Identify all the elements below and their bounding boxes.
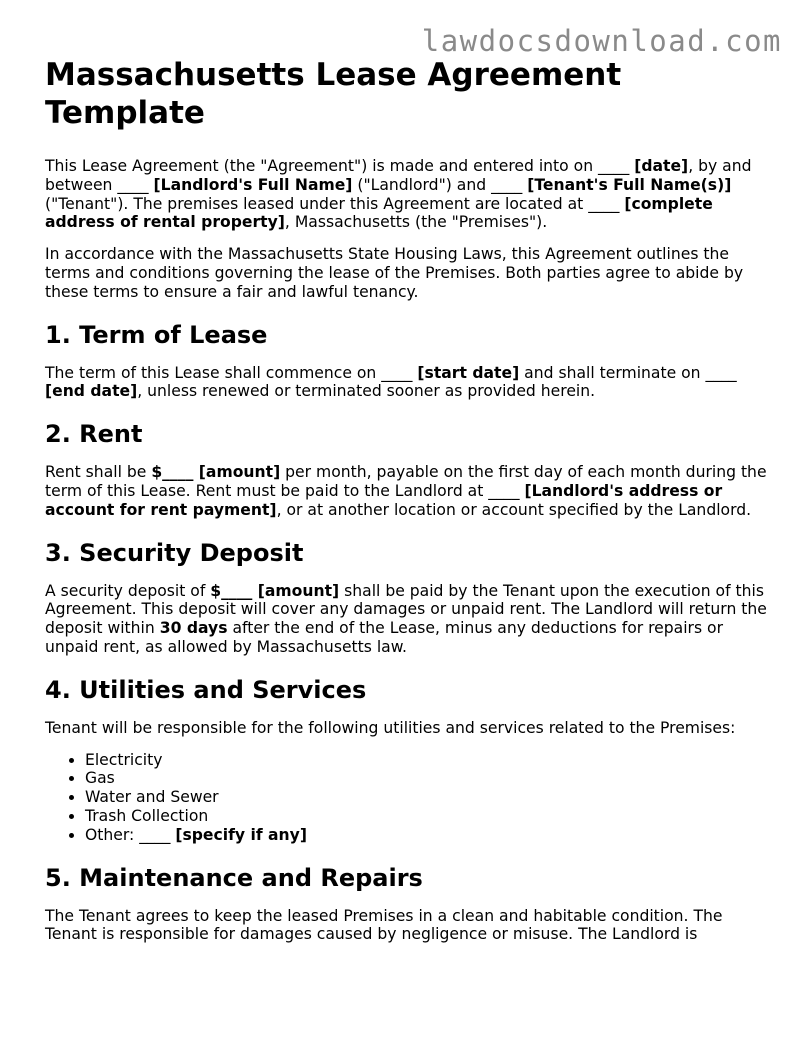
intro-paragraph: This Lease Agreement (the "Agreement") is made and entered into on ____ [date], by and between ____ [Landlord's Full Name] ("Landlord") and ____ [Tenant's Full Name(s)] ("Tenant"). The premises leased under this Agreement are located at ____ [complete address of rental property], Massachusetts (the "Premises"). (45, 157, 752, 232)
purpose-paragraph: In accordance with the Massachusetts State Housing Laws, this Agreement outlines the terms and conditions governing the lease of the Premises. Both parties agree to abide by these terms to ensure a fair and lawful tenancy. (45, 245, 744, 301)
end-date-placeholder: [end date] (45, 382, 138, 401)
property-address-placeholder: [complete address of rental property] (45, 194, 713, 232)
other-utilities-placeholder: [specify if any] (175, 825, 307, 844)
list-item: • Water and Sewer (85, 788, 770, 807)
rent-amount-placeholder: $____ [amount] (151, 463, 281, 482)
section-heading-deposit: 3. Security Deposit (45, 538, 304, 567)
maintenance-paragraph: The Tenant agrees to keep the leased Premises in a clean and habitable condition. The Tenant is responsible for damages caused by negligence or misuse. The Landlord is (45, 906, 723, 944)
landlord-name-placeholder: [Landlord's Full Name] (153, 175, 353, 194)
list-item: • Gas (85, 769, 770, 788)
section-heading-term: 1. Term of Lease (45, 320, 268, 349)
list-item: • Other: ____ [specify if any] (85, 826, 770, 845)
section-heading-rent: 2. Rent (45, 420, 143, 449)
utilities-intro: Tenant will be responsible for the following utilities and services related to the Premises: (45, 718, 736, 737)
deposit-paragraph: A security deposit of $____ [amount] shall be paid by the Tenant upon the execution of this Agreement. This deposit will cover any damages or unpaid rent. The Landlord will return the deposit within 30 days after the end of the Lease, minus any deductions for repairs or unpaid rent, as allowed by Massachusetts law. (45, 581, 767, 656)
document-page (45, 56, 770, 957)
term-paragraph: The term of this Lease shall commence on ____ [start date] and shall terminate on ____ [end date], unless renewed or terminated sooner as provided herein. (45, 363, 737, 401)
start-date-placeholder: [start date] (417, 363, 520, 382)
utilities-list (45, 751, 770, 845)
watermark: lawdocsdownload.com (421, 24, 782, 58)
landlord-address-placeholder: [Landlord's address or account for rent payment] (45, 481, 723, 519)
date-placeholder: [date] (634, 157, 689, 175)
deposit-return-days: 30 days (159, 619, 228, 638)
tenant-name-placeholder: [Tenant's Full Name(s)] (527, 175, 732, 194)
list-item: • Electricity (85, 751, 770, 770)
list-item: • Trash Collection (85, 807, 770, 826)
rent-paragraph: Rent shall be $____ [amount] per month, payable on the first day of each month during the term of this Lease. Rent must be paid to the Landlord at ____ [Landlord's address or account for rent payment], or at another location or account specified by the Landlord. (45, 463, 767, 519)
section-heading-utilities: 4. Utilities and Services (45, 675, 367, 704)
document-title: Massachusetts Lease Agreement Template (45, 57, 622, 131)
section-heading-maintenance: 5. Maintenance and Repairs (45, 863, 423, 892)
deposit-amount-placeholder: $____ [amount] (210, 581, 340, 600)
